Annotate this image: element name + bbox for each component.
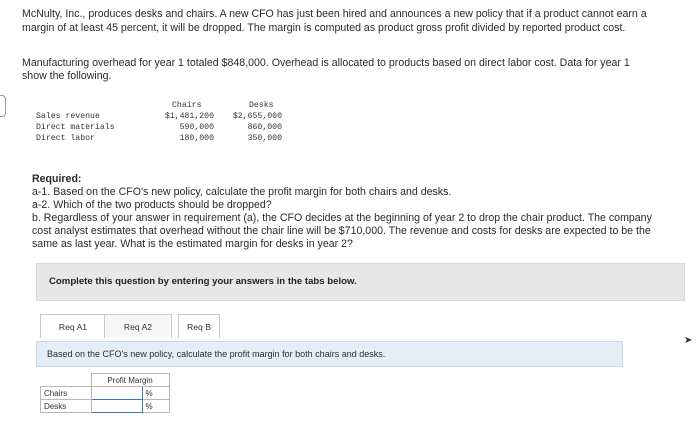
intro-line-3: Manufacturing overhead for year 1 totaled $848,000. Overhead is allocated to products based on direct labor cost. Data for year 1 [22,57,630,69]
cost-data-table [36,100,296,150]
desks-value: $2,655,000 [232,112,282,121]
cursor-arrow-icon: ➤ [684,335,693,346]
profit-margin-answer-table [40,373,170,413]
chairs-value: 180,000 [179,134,214,143]
tab-label: Req B [187,321,211,332]
required-a1: a-1. Based on the CFO's new policy, calculate the profit margin for both chairs and desks. [32,186,452,198]
tab-req-a2[interactable] [104,314,172,338]
required-b-line-1: b. Regardless of your answer in requirement (a), the CFO decides at the beginning of year 2 to drop the chair product. The company [32,212,652,224]
chairs-margin-input[interactable] [91,387,142,400]
tab-label: Req A1 [58,321,88,332]
desks-value: 860,000 [247,123,282,132]
row-label: Direct materials [36,123,115,132]
percent-unit: % [142,400,169,413]
required-b-line-2: cost analyst estimates that overhead without the chair line will be $710,000. The revenue and costs for desks are expected to be the [32,225,651,237]
col-desks-header: Desks [249,101,274,110]
tab-instruction-bar [36,341,623,367]
tab-req-a1[interactable] [40,314,106,338]
left-margin-marker [0,95,6,117]
tab-req-b[interactable] [178,314,220,338]
table-row [41,400,170,413]
intro-line-2: margin of at least 45 percent, it will be dropped. The margin is computed as product gross profit divided by reported product cost. [22,22,626,34]
percent-unit: % [142,387,169,400]
required-b-line-3: same as last year. What is the estimated margin for desks in year 2? [32,238,353,250]
row-label-desks: Desks [41,400,92,413]
instruction-text: Based on the CFO's new policy, calculate the profit margin for both chairs and desks. [47,349,386,359]
required-a2: a-2. Which of the two products should be dropped? [32,199,272,211]
row-label: Sales revenue [36,112,100,121]
banner-text: Complete this question by entering your answers in the tabs below. [49,276,357,287]
intro-line-1: McNulty, Inc., produces desks and chairs. A new CFO has just been hired and announces a new policy that if a product cannot earn a [22,8,647,20]
table-row [41,387,170,400]
required-heading: Required: [32,173,82,185]
col-chairs-header: Chairs [172,101,202,110]
tab-label: Req A2 [123,321,153,332]
chairs-value: 590,000 [179,123,214,132]
row-label-chairs: Chairs [41,387,92,400]
chairs-value: $1,481,200 [164,112,214,121]
profit-margin-header: Profit Margin [91,374,169,387]
intro-line-4: show the following. [22,70,112,82]
desks-margin-input[interactable] [91,400,142,413]
row-label: Direct labor [36,134,95,143]
instructions-banner [36,263,685,301]
desks-value: 350,000 [247,134,282,143]
